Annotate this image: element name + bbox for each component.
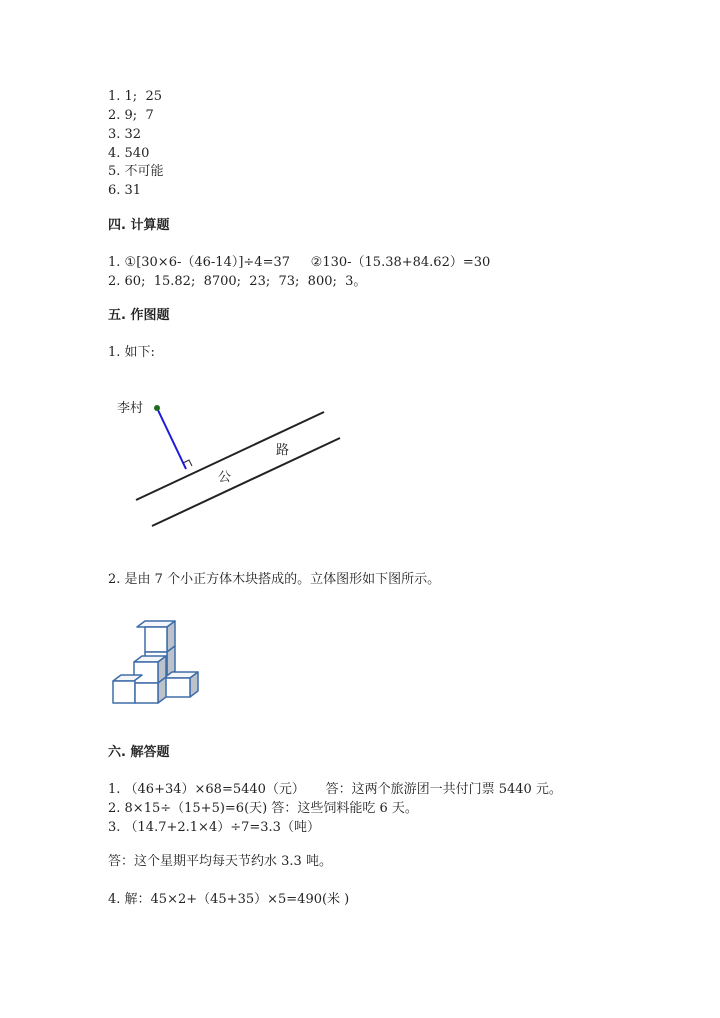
road-label-gong: 公 [218, 470, 232, 485]
answer-line: 1. 1; 25 [108, 89, 162, 104]
question-line: 1. 如下: [108, 345, 155, 360]
question-line: 2. 是由 7 个小正方体木块搭成的。立体图形如下图所示。 [108, 572, 441, 587]
village-label: 李村 [117, 401, 144, 416]
section-title: 五. 作图题 [108, 308, 170, 323]
answer-line: 2. 60; 15.82; 8700; 23; 73; 800; 3。 [108, 274, 367, 289]
answer-line: 3. （14.7+2.1×4）÷7=3.3（吨） [108, 820, 320, 835]
answer-line: 2. 8×15÷（15+5)=6(天) 答：这些饲料能吃 6 天。 [108, 801, 418, 816]
answer-line: 6. 31 [108, 183, 142, 198]
cube-figure [108, 615, 208, 710]
answer-line: 4. 540 [108, 146, 150, 161]
answer-line: 答：这个星期平均每天节约水 3.3 吨。 [108, 854, 332, 869]
answer-line: 2. 9; 7 [108, 108, 154, 123]
cube-right [164, 672, 198, 697]
road-label-lu: 路 [276, 443, 290, 458]
cube-front-middle [134, 656, 166, 683]
village-dot [154, 405, 160, 411]
road-map-figure [108, 390, 358, 535]
answer-line: 1. （46+34）×68=5440（元） 答：这两个旅游团一共付门票 5440 元。 [108, 782, 562, 797]
answer-line: 4. 解：45×2+（45+35）×5=490(米 ) [108, 892, 350, 907]
perpendicular-line [157, 408, 186, 469]
road-edge-lower [152, 438, 340, 526]
answer-line: 1. ①[30×6-（46-14）]÷4=37 ②130-（15.38+84.62）=30 [108, 255, 491, 270]
section-title: 六. 解答题 [108, 745, 170, 760]
answer-line: 5. 不可能 [108, 164, 164, 179]
cube-top-back [137, 621, 175, 652]
answer-line: 3. 32 [108, 127, 142, 142]
section-title: 四. 计算题 [108, 218, 170, 233]
